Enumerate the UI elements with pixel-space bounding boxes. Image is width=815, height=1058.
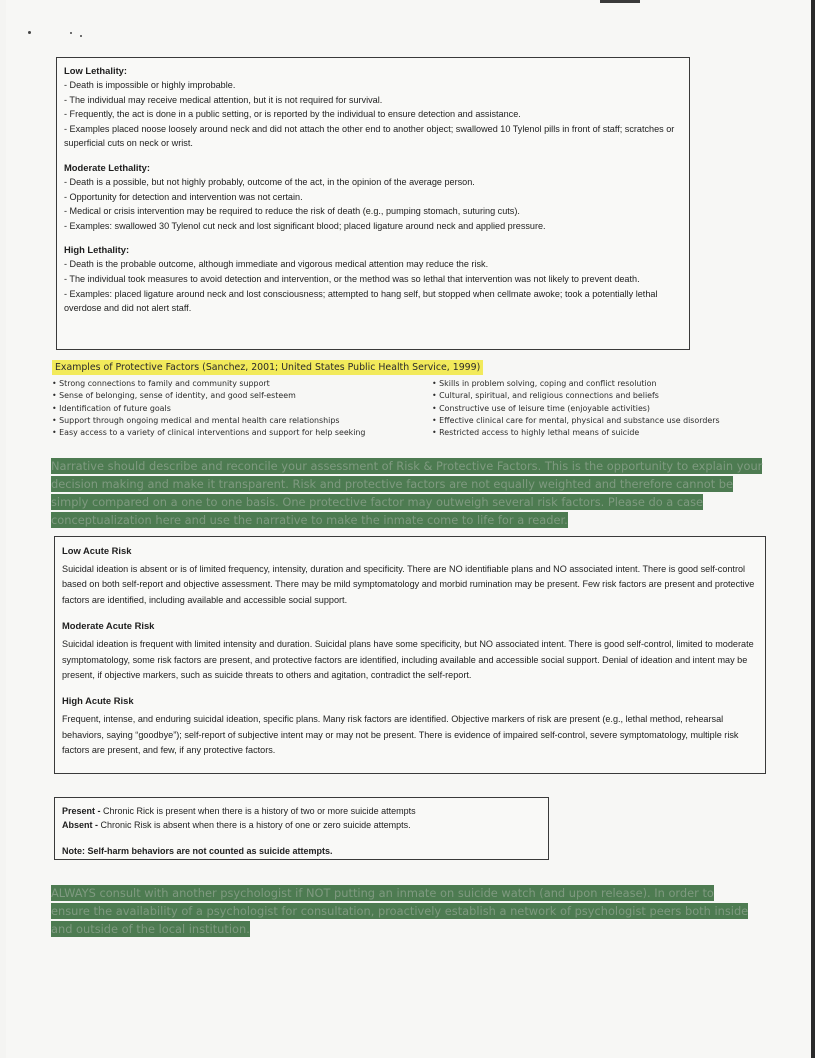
- lethality-line: - The individual may receive medical attention, but it is not required for survival.: [64, 94, 383, 105]
- protective-factor-item: • Support through ongoing medical and mental health care relationships: [52, 415, 432, 427]
- scan-speck: [28, 31, 31, 34]
- lethality-line: - Death is the probable outcome, although immediate and vigorous medical attention may reduce the risk.: [64, 259, 489, 270]
- scan-speck: [80, 35, 82, 37]
- chronic-absent-text: Chronic Risk is absent when there is a history of one or zero suicide attempts.: [98, 820, 411, 831]
- lethality-box: [56, 57, 690, 350]
- low-lethality-section: [64, 64, 683, 151]
- chronic-risk-box: [54, 797, 549, 860]
- protective-factors-heading: Examples of Protective Factors (Sanchez, 2001; United States Public Health Service, 1999): [52, 360, 483, 375]
- lethality-line: - Frequently, the act is done in a public setting, or is reported by the individual to ensure detection and assistance.: [64, 109, 521, 120]
- protective-factor-item: • Cultural, spiritual, and religious connections and beliefs: [432, 390, 772, 402]
- lethality-line: - Death is impossible or highly improbable.: [64, 80, 236, 90]
- consult-instruction: [51, 884, 751, 938]
- protective-factors: [52, 357, 772, 439]
- moderate-acute-risk-section: [62, 619, 758, 683]
- high-acute-risk-section: [62, 694, 758, 758]
- protective-list-left: [52, 378, 432, 439]
- low-acute-risk-section: [62, 544, 758, 608]
- acute-risk-box: [54, 536, 766, 774]
- scan-mark: [600, 0, 640, 3]
- chronic-present-label: Present -: [62, 806, 101, 816]
- protective-factor-item: • Constructive use of leisure time (enjoyable activities): [432, 403, 772, 415]
- protective-list-right: [432, 378, 772, 439]
- scan-speck: [70, 32, 72, 34]
- protective-factor-item: • Sense of belonging, sense of identity, and good self-esteem: [52, 390, 432, 402]
- lethality-line: - Examples: placed ligature around neck and lost consciousness; attempted to hang self, but stopped when cellmate awoke; took a potentially lethal overdose and did not alert staff.: [64, 288, 658, 314]
- protective-factor-item: • Easy access to a variety of clinical interventions and support for help seeking: [52, 427, 432, 439]
- lethality-line: - Death is a possible, but not highly probably, outcome of the act, in the opinion of the average person.: [64, 176, 475, 187]
- moderate-lethality-section: [64, 161, 683, 233]
- lethality-line: - Examples: swallowed 30 Tylenol cut neck and lost significant blood; placed ligature around neck and applied pressure.: [64, 220, 546, 231]
- chronic-present-text: Chronic Rick is present when there is a history of two or more suicide attempts: [100, 806, 416, 816]
- lethality-line: - The individual took measures to avoid detection and intervention, or the method was so lethal that intervention was not likely to prevent death.: [64, 273, 640, 284]
- consult-text: ALWAYS consult with another psychologist if NOT putting an inmate on suicide watch (and upon release). In order to ensure the availability of a psychologist for consultation, proactively establish a network of psychologist peers both inside and outside of the local institution.: [51, 886, 749, 936]
- acute-risk-text: Frequent, intense, and enduring suicidal ideation, specific plans. Many risk factors are identified. Objective markers of risk are present (e.g., lethal method, rehearsal behaviors, saying “goodbye”); self-report of subjective intent may or may not be present. There is evidence of impaired self-control, severe symptomatology, multiple risk factors are present, and few, if any protective factors.: [62, 714, 739, 756]
- narrative-instruction: [51, 457, 766, 529]
- low-acute-risk-title: Low Acute Risk: [62, 545, 132, 556]
- protective-factor-item: • Identification of future goals: [52, 403, 432, 415]
- moderate-acute-risk-title: Moderate Acute Risk: [62, 620, 155, 632]
- chronic-note: Note: Self-harm behaviors are not counted as suicide attempts.: [62, 845, 333, 856]
- lethality-line: - Opportunity for detection and intervention was not certain.: [64, 191, 303, 202]
- chronic-present: [62, 804, 541, 818]
- lethality-line: - Medical or crisis intervention may be required to reduce the risk of death (e.g., pumping stomach, suturing cuts).: [64, 206, 520, 217]
- moderate-lethality-title: Moderate Lethality:: [64, 161, 150, 173]
- acute-risk-text: Suicidal ideation is absent or is of limited frequency, intensity, duration and specificity. There are NO identifiable plans and NO associated intent. There is good self-control based on both self-report and objective assessment. There may be mild symptomatology and morbid rumination may be present. Few risk factors are present and protective factors are identified, including available and accessible social support.: [62, 564, 755, 605]
- scan-edge: [811, 0, 815, 1058]
- chronic-absent-label: Absent -: [62, 820, 98, 831]
- protective-factor-item: • Strong connections to family and community support: [52, 378, 432, 390]
- acute-risk-text: Suicidal ideation is frequent with limited intensity and duration. Suicidal plans have some specificity, but NO associated intent. There is good self-control, limited to moderate symptomatology, some risk factors are present, and protective factors are identified, including available and accessible social support. Denial of ideation and intent may be present, if objective markers, such as suicide threats to others and agitation, contradict the self-report.: [62, 639, 754, 681]
- protective-factor-item: • Skills in problem solving, coping and conflict resolution: [432, 378, 772, 390]
- high-lethality-title: High Lethality:: [64, 244, 130, 256]
- high-lethality-section: [64, 243, 683, 315]
- low-lethality-title: Low Lethality:: [64, 65, 128, 76]
- narrative-text: Narrative should describe and reconcile your assessment of Risk & Protective Factors. This is the opportunity to explain your decision making and make it transparent. Risk and protective factors are not equally weighted and therefore cannot be simply compared on a one to one basis. One protective factor may outweigh several risk factors. Please do a case conceptualization here and use the narrative to make the inmate come to life for a reader.: [51, 459, 763, 527]
- protective-factor-item: • Restricted access to highly lethal means of suicide: [432, 427, 772, 439]
- protective-factor-item: • Effective clinical care for mental, physical and substance use disorders: [432, 415, 772, 427]
- lethality-line: - Examples placed noose loosely around neck and did not attach the other end to another object; swallowed 10 Tylenol pills in front of staff; scratches or superficial cuts on neck or wrist.: [64, 123, 675, 149]
- chronic-absent: [62, 818, 541, 832]
- high-acute-risk-title: High Acute Risk: [62, 695, 134, 707]
